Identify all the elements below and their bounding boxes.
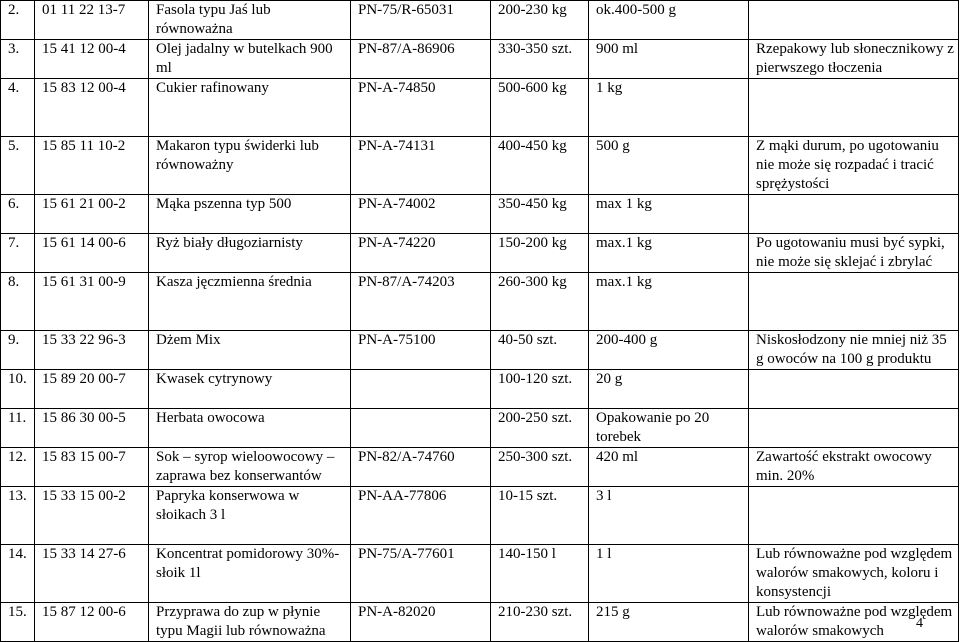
package-cell: ok.400-500 g — [589, 1, 749, 40]
table-row — [1, 487, 959, 545]
notes-cell — [749, 1, 959, 40]
norm-cell: PN-A-74131 — [351, 137, 491, 195]
quantity-cell: 200-230 kg — [491, 1, 589, 40]
quantity-cell: 10-15 szt. — [491, 487, 589, 545]
notes-cell — [749, 273, 959, 331]
quantity-cell: 260-300 kg — [491, 273, 589, 331]
table-row — [1, 137, 959, 195]
notes-cell: Rzepakowy lub słonecznikowy z pierwszego tłoczenia — [749, 40, 959, 79]
norm-cell: PN-87/A-86906 — [351, 40, 491, 79]
notes-cell: Lub równoważne pod względem walorów smakowych, koloru i konsystencji — [749, 545, 959, 603]
table-row — [1, 331, 959, 370]
product-name-cell: Olej jadalny w butelkach 900 ml — [149, 40, 351, 79]
table-row — [1, 40, 959, 79]
row-number-cell: 6. — [1, 195, 35, 234]
cpv-code-cell: 15 83 12 00-4 — [35, 79, 149, 137]
notes-cell: Zawartość ekstrakt owocowy min. 20% — [749, 448, 959, 487]
quantity-cell: 400-450 kg — [491, 137, 589, 195]
norm-cell: PN-75/R-65031 — [351, 1, 491, 40]
row-number-cell: 15. — [1, 603, 35, 642]
row-number-cell: 12. — [1, 448, 35, 487]
row-number-cell: 10. — [1, 370, 35, 409]
cpv-code-cell: 15 61 31 00-9 — [35, 273, 149, 331]
product-name-cell: Kasza jęczmienna średnia — [149, 273, 351, 331]
product-name-cell: Dżem Mix — [149, 331, 351, 370]
row-number-cell: 2. — [1, 1, 35, 40]
product-name-cell: Kwasek cytrynowy — [149, 370, 351, 409]
package-cell: 215 g — [589, 603, 749, 642]
notes-cell — [749, 487, 959, 545]
row-number-cell: 13. — [1, 487, 35, 545]
package-cell: max 1 kg — [589, 195, 749, 234]
package-cell: max.1 kg — [589, 234, 749, 273]
cpv-code-cell: 15 33 14 27-6 — [35, 545, 149, 603]
table-row — [1, 273, 959, 331]
quantity-cell: 210-230 szt. — [491, 603, 589, 642]
quantity-cell: 140-150 l — [491, 545, 589, 603]
table-row — [1, 195, 959, 234]
cpv-code-cell: 15 87 12 00-6 — [35, 603, 149, 642]
quantity-cell: 150-200 kg — [491, 234, 589, 273]
package-cell: 1 l — [589, 545, 749, 603]
notes-cell: Po ugotowaniu musi być sypki, nie może się sklejać i zbrylać — [749, 234, 959, 273]
notes-cell: Lub równoważne pod względem walorów smakowych — [749, 603, 959, 642]
row-number-cell: 7. — [1, 234, 35, 273]
cpv-code-cell: 01 11 22 13-7 — [35, 1, 149, 40]
table-row — [1, 448, 959, 487]
norm-cell: PN-75/A-77601 — [351, 545, 491, 603]
norm-cell: PN-A-74220 — [351, 234, 491, 273]
table-row — [1, 1, 959, 40]
page-number: 4 — [916, 616, 923, 631]
package-cell: 500 g — [589, 137, 749, 195]
package-cell: 20 g — [589, 370, 749, 409]
row-number-cell: 8. — [1, 273, 35, 331]
package-cell: 420 ml — [589, 448, 749, 487]
table-row — [1, 234, 959, 273]
table-row — [1, 545, 959, 603]
table-row — [1, 409, 959, 448]
table-row — [1, 79, 959, 137]
cpv-code-cell: 15 89 20 00-7 — [35, 370, 149, 409]
package-cell: max.1 kg — [589, 273, 749, 331]
cpv-code-cell: 15 33 15 00-2 — [35, 487, 149, 545]
cpv-code-cell: 15 85 11 10-2 — [35, 137, 149, 195]
norm-cell: PN-AA-77806 — [351, 487, 491, 545]
norm-cell: PN-87/A-74203 — [351, 273, 491, 331]
cpv-code-cell: 15 61 14 00-6 — [35, 234, 149, 273]
package-cell: 1 kg — [589, 79, 749, 137]
quantity-cell: 500-600 kg — [491, 79, 589, 137]
norm-cell — [351, 409, 491, 448]
quantity-cell: 200-250 szt. — [491, 409, 589, 448]
row-number-cell: 4. — [1, 79, 35, 137]
product-name-cell: Papryka konserwowa w słoikach 3 l — [149, 487, 351, 545]
norm-cell — [351, 370, 491, 409]
cpv-code-cell: 15 41 12 00-4 — [35, 40, 149, 79]
norm-cell: PN-A-82020 — [351, 603, 491, 642]
cpv-code-cell: 15 83 15 00-7 — [35, 448, 149, 487]
cpv-code-cell: 15 86 30 00-5 — [35, 409, 149, 448]
cpv-code-cell: 15 61 21 00-2 — [35, 195, 149, 234]
product-name-cell: Mąka pszenna typ 500 — [149, 195, 351, 234]
product-name-cell: Fasola typu Jaś lub równoważna — [149, 1, 351, 40]
product-name-cell: Przyprawa do zup w płynie typu Magii lub równoważna — [149, 603, 351, 642]
product-name-cell: Herbata owocowa — [149, 409, 351, 448]
quantity-cell: 100-120 szt. — [491, 370, 589, 409]
product-name-cell: Sok – syrop wieloowocowy – zaprawa bez konserwantów — [149, 448, 351, 487]
product-name-cell: Ryż biały długoziarnisty — [149, 234, 351, 273]
quantity-cell: 350-450 kg — [491, 195, 589, 234]
norm-cell: PN-A-74002 — [351, 195, 491, 234]
product-name-cell: Cukier rafinowany — [149, 79, 351, 137]
row-number-cell: 14. — [1, 545, 35, 603]
notes-cell: Z mąki durum, po ugotowaniu nie może się rozpadać i tracić sprężystości — [749, 137, 959, 195]
quantity-cell: 40-50 szt. — [491, 331, 589, 370]
quantity-cell: 250-300 szt. — [491, 448, 589, 487]
notes-cell — [749, 370, 959, 409]
norm-cell: PN-A-75100 — [351, 331, 491, 370]
notes-cell — [749, 79, 959, 137]
product-name-cell: Makaron typu świderki lub równoważny — [149, 137, 351, 195]
row-number-cell: 9. — [1, 331, 35, 370]
cpv-code-cell: 15 33 22 96-3 — [35, 331, 149, 370]
norm-cell: PN-82/A-74760 — [351, 448, 491, 487]
notes-cell: Niskosłodzony nie mniej niż 35 g owoców na 100 g produktu — [749, 331, 959, 370]
notes-cell — [749, 409, 959, 448]
product-name-cell: Koncentrat pomidorowy 30%- słoik 1l — [149, 545, 351, 603]
table-row — [1, 603, 959, 642]
row-number-cell: 11. — [1, 409, 35, 448]
package-cell: Opakowanie po 20 torebek — [589, 409, 749, 448]
package-cell: 900 ml — [589, 40, 749, 79]
notes-cell — [749, 195, 959, 234]
table-row — [1, 370, 959, 409]
norm-cell: PN-A-74850 — [351, 79, 491, 137]
quantity-cell: 330-350 szt. — [491, 40, 589, 79]
package-cell: 3 l — [589, 487, 749, 545]
row-number-cell: 5. — [1, 137, 35, 195]
package-cell: 200-400 g — [589, 331, 749, 370]
row-number-cell: 3. — [1, 40, 35, 79]
